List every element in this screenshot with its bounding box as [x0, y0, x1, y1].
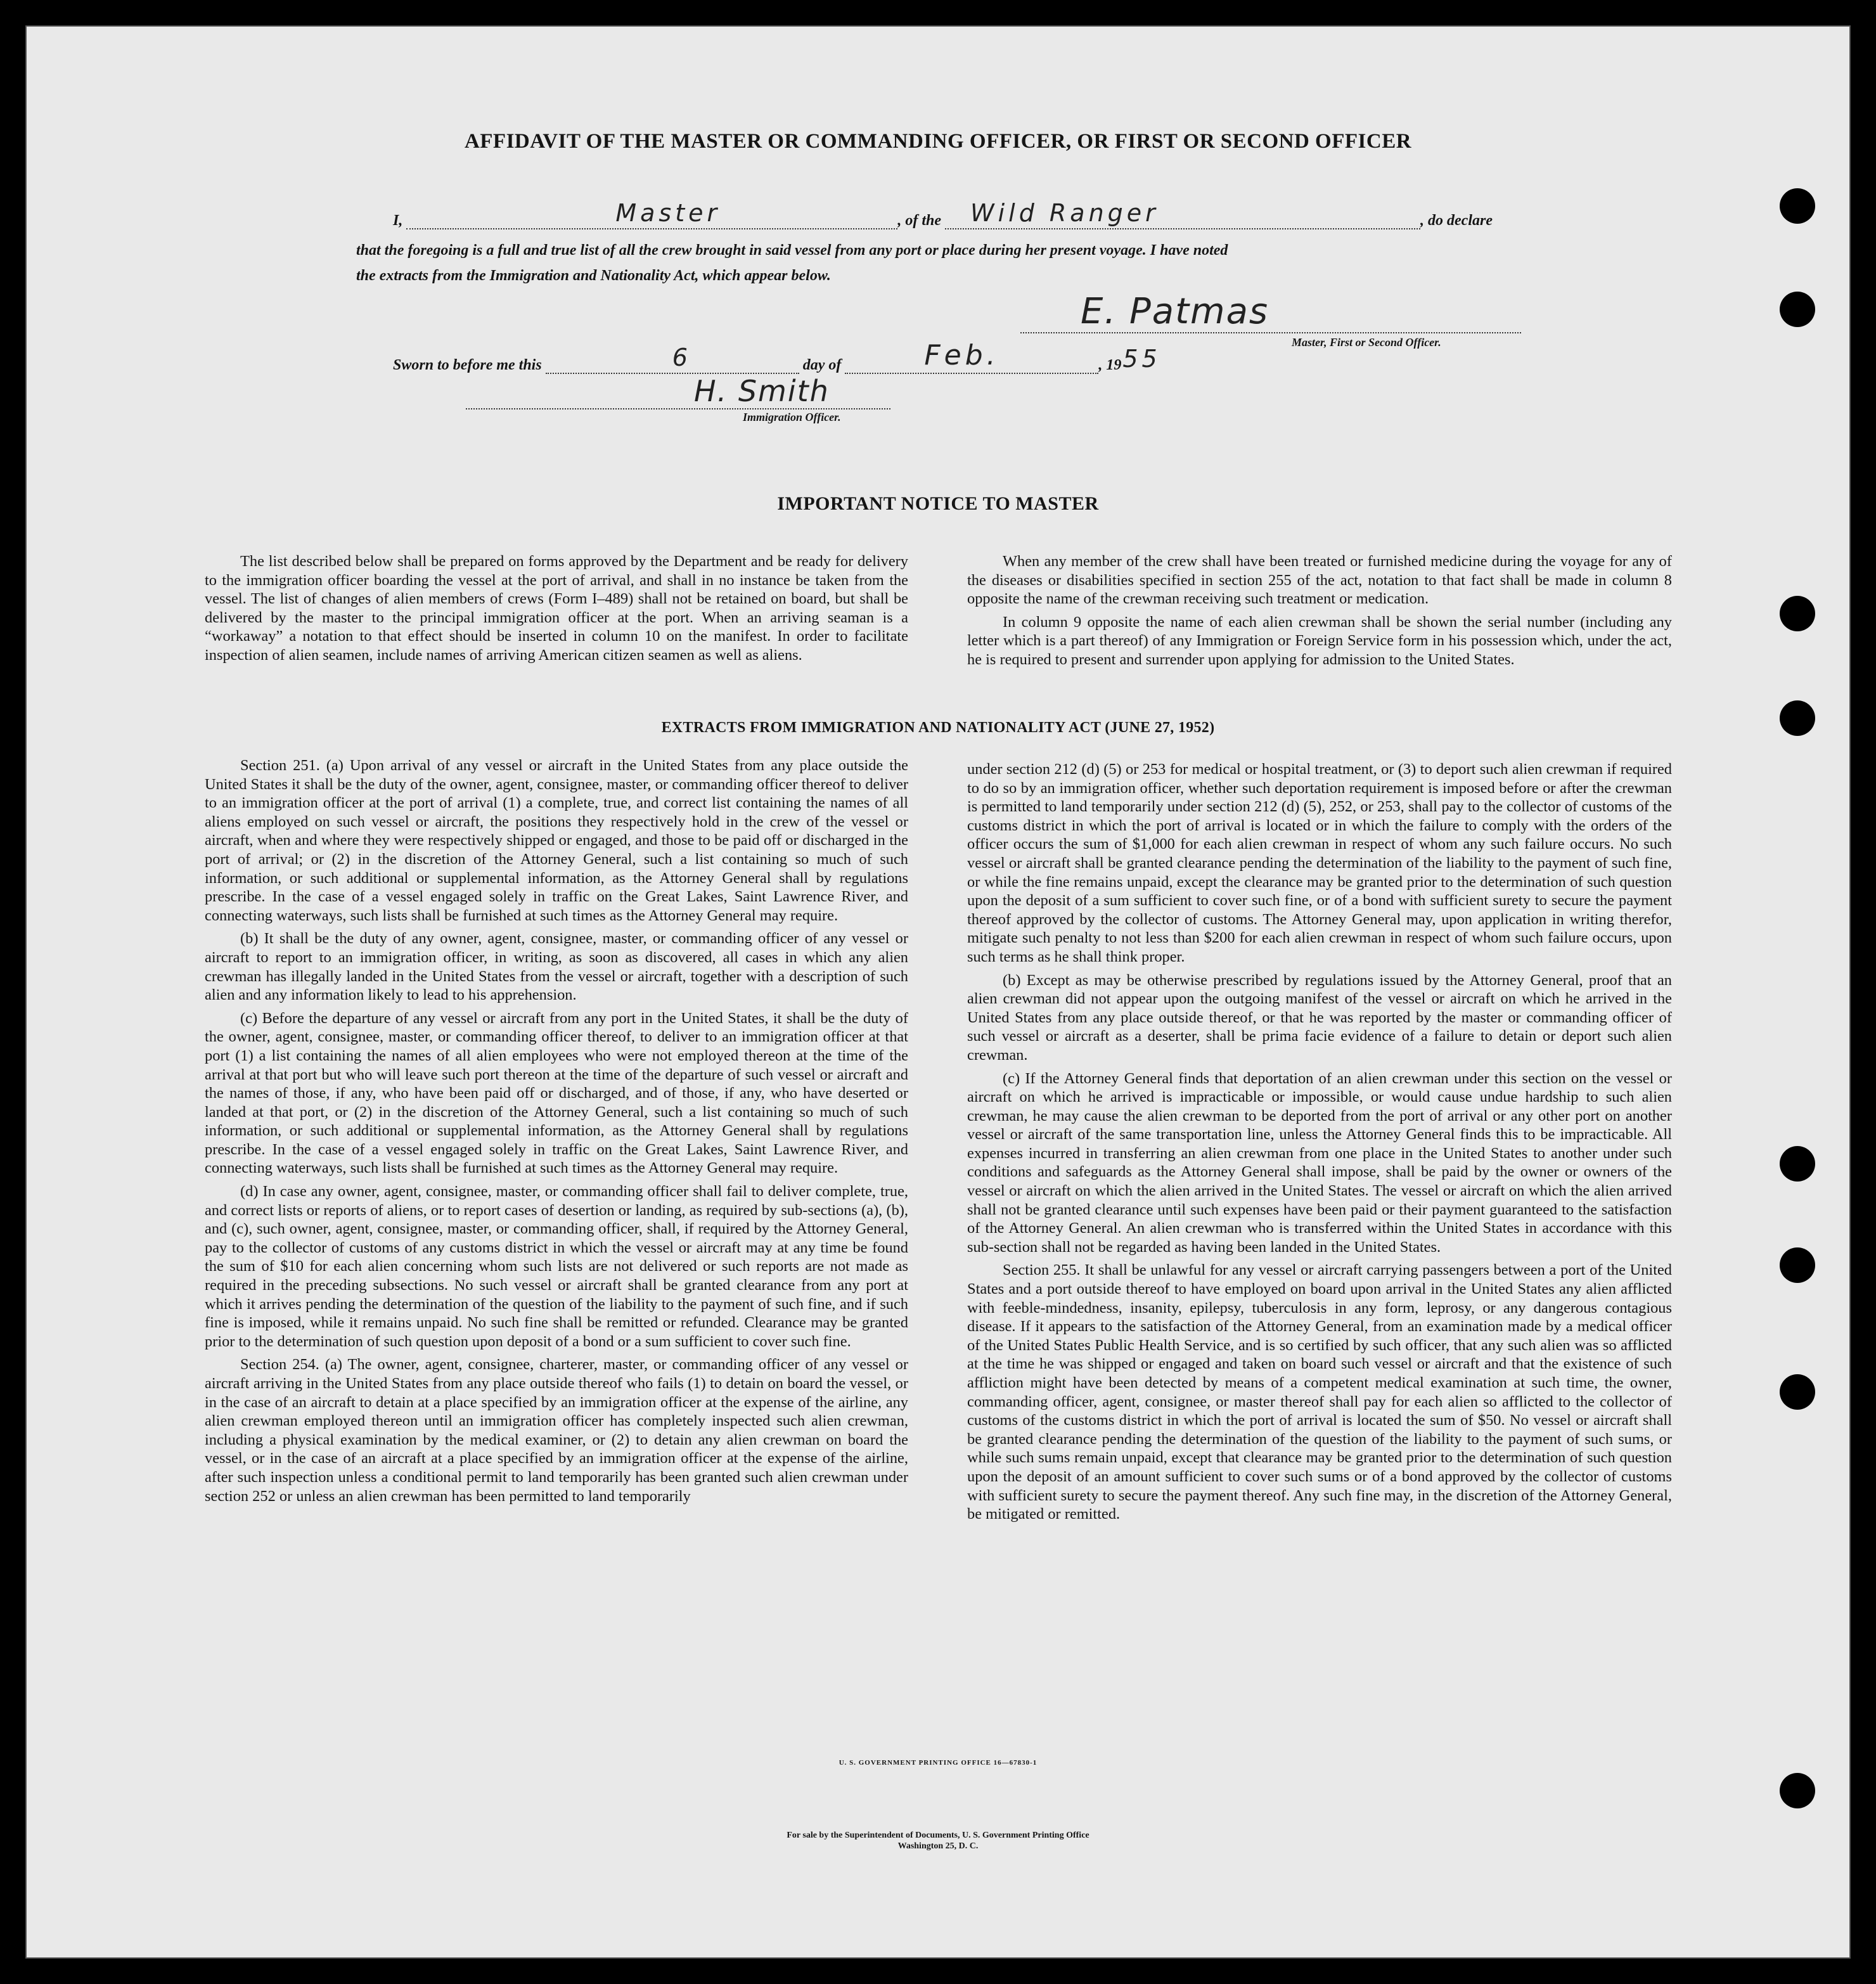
notice-paragraph: When any member of the crew shall have been treated or furnished medicine during the voyage for any of the diseases or disabilities specified in section 255 of the act, notation to that fact shall be made in column 8 opposite the name of the crewman receiving such treatment or medication. — [967, 553, 1672, 608]
sworn-line — [393, 339, 1172, 374]
do-declare-label: , do declare — [1420, 212, 1493, 229]
sale-line-1: For sale by the Superintendent of Documents, U. S. Government Printing Office — [787, 1831, 1089, 1840]
notice-paragraph: The list described below shall be prepared on forms approved by the Department and be ready for delivery to the immigration officer boarding the vessel at the port of arrival, and shall in no instance be taken from the vessel. The list of changes of alien members of crews (Form I–489) shall not be retained on board, but shall be delivered by the master to the principal immigration officer at the port. When an arriving seaman is a “workaway” a notation to that effect should be inserted in column 10 on the manifest. In order to facilitate inspection of alien seamen, include names of arriving American citizen seamen as well as aliens. — [205, 553, 908, 664]
master-signature-field — [1020, 279, 1521, 333]
vessel-field — [945, 199, 1420, 229]
punch-hole — [1780, 596, 1815, 631]
day-of-label: day of — [802, 357, 842, 373]
day-field — [546, 344, 799, 374]
year-prefix: , 19 — [1098, 357, 1122, 373]
statement-line-2: the extracts from the Immigration and Nationality Act, which appear below. — [356, 267, 831, 284]
extract-paragraph: (d) In case any owner, agent, consignee, master, or commanding officer shall fail to deliver complete, true, and correct lists or reports of aliens, or to report cases of desertion or landing, as required by sub-sections (a), (b), and (c), such owner, agent, consignee, master, or commanding officer, shall, if required by the Attorney General, pay to the collector of customs of any customs district in which the vessel or aircraft may at any time be found the sum of $10 for each alien concerning whom such lists are not delivered or such reports are not made as required in the preceding subsections. No such vessel or aircraft shall be granted clearance from any port at which it arrives pending the determination of the question of the liability to the payment of such fine, and if such fine is imposed, while it remains unpaid. No such fine shall be remitted or refunded. Clearance may be granted prior to the determination of such question upon deposit of a bond or a sum sufficient to cover such fine. — [205, 1183, 908, 1350]
extract-paragraph: Section 254. (a) The owner, agent, consignee, charterer, master, or commanding officer of any vessel or aircraft arriving in the United States from any place outside thereof who fails (1) to detain on board the vessel, or in the case of an aircraft to detain at a place specified by an immigration officer at the expense of the airline, any alien crewman employed thereon until an immigration officer has completely inspected such alien crewman, including a physical examination by the medical examiner, or (2) to detain any alien crewman on board the vessel, or in the case of an aircraft at a place specified by an immigration officer at the expense of the airline, after such inspection unless a conditional permit to land temporarily has been granted such alien crewman under section 252 or unless an alien crewman has been permitted to land temporarily — [205, 1356, 908, 1505]
punch-hole — [1780, 1773, 1815, 1808]
declaration-line — [393, 199, 1493, 229]
extracts-left-column — [205, 756, 908, 1510]
rank-field — [406, 199, 897, 229]
sworn-label: Sworn to before me this — [393, 357, 542, 373]
punch-hole — [1780, 1374, 1815, 1410]
notice-left-column — [205, 552, 908, 669]
punch-hole — [1780, 1146, 1815, 1182]
year-field — [1121, 345, 1172, 374]
statement-line-1: that the foregoing is a full and true list of all the crew brought in said vessel from any port or place during her present voyage. I have noted — [356, 242, 1228, 259]
rank-value: Master — [615, 199, 721, 227]
extract-paragraph: (c) Before the departure of any vessel or aircraft from any port in the United States, it shall be the duty of the owner, agent, consignee, master, or commanding officer thereof, to deliver to an immigration officer at that port (1) a list containing the names of all alien employees who were not employed thereon at the time of the arrival at that port but who will leave such port thereon at the time of the departure of such vessel or aircraft and the names of those, if any, who have been paid off or discharged, and of those, if any, who have deserted or landed at that port, or (2) in the discretion of the Attorney General, such a list containing so much of such information, or such additional or supplemental information, as the Attorney General shall by regulations prescribe. In the case of a vessel engaged solely in traffic on the Great Lakes, Saint Lawrence River, and connecting waterways, such lists shall be furnished at such times as the Attorney General may require. — [205, 1009, 908, 1177]
month-field — [845, 339, 1098, 374]
extracts-title: EXTRACTS FROM IMMIGRATION AND NATIONALITY ACT (JUNE 27, 1952) — [661, 719, 1215, 736]
extract-paragraph: under section 212 (d) (5) or 253 for medical or hospital treatment, or (3) to deport such alien crewman if required to do so by an immigration officer, whether such deportation requirement is imposed before or after the crewman is permitted to land temporarily under section 212 (d) (5), 252, or 253, shall pay to the collector of customs of the customs district in which the port of arrival is located or in which the failure to comply with the orders of the officer occurs the sum of $1,000 for each alien crewman in respect of whom any such failure occurs. No such vessel or aircraft shall be granted clearance pending the determination of the liability to the payment of such fine, or while the fine remains unpaid, except the clearance may be granted prior to the determination of such question upon the deposit of a sum sufficient to cover such fine, or of a bond with sufficient surety to secure the payment thereof approved by the collector of customs. The Attorney General may, upon application in writing therefor, mitigate such penalty to not less than $200 for each alien crewman in respect of whom such failure occurs, upon such terms as he shall think proper. — [967, 761, 1672, 965]
gpo-imprint: U. S. GOVERNMENT PRINTING OFFICE 16—67830-1 — [838, 1759, 1038, 1767]
extract-paragraph: (c) If the Attorney General finds that deportation of an alien crewman under this section on the vessel or aircraft on which he arrived is impracticable or impossible, or would cause undue hardship to such alien crewman, he may cause the alien crewman to be deported from the port of arrival or any other port on another vessel or aircraft of the same transportation line, unless the Attorney General finds this to be impracticable. All expenses incurred in transferring an alien crewman from one place in the United States to another under such conditions and safeguards as the Attorney General shall impose, shall be paid by the owner or owners of the vessel or aircraft on which the alien arrived in the United States. The vessel or aircraft on which the alien arrived shall not be granted clearance until such expenses have been paid or their payment guaranteed to the satisfaction of the Attorney General. An alien crewman who is transferred within the United States in accordance with this sub-section shall not be regarded as having been landed in the United States. — [967, 1069, 1672, 1256]
year-value: 55 — [1122, 345, 1161, 373]
notice-title: IMPORTANT NOTICE TO MASTER — [777, 493, 1099, 514]
officer-signature: H. Smith — [694, 374, 830, 408]
master-caption: Master, First or Second Officer. — [1292, 336, 1441, 349]
extract-paragraph: Section 255. It shall be unlawful for any vessel or aircraft carrying passengers between a port of the United States and a port outside thereof to have employed on board upon arrival in the United States any alien afflicted with feeble-mindedness, insanity, epilepsy, tuberculosis in any form, leprosy, or any dangerous contagious disease. If it appears to the satisfaction of the Attorney General, from an examination made by a medical officer of the United States Public Health Service, and is so certified by such officer, that any such alien was so afflicted at the time he was shipped or engaged and taken on board such vessel or aircraft and that the existence of such affliction might have been detected by means of a competent medical examination at such time, the owner, commanding officer, agent, consignee, or master thereof shall pay for each alien so afflicted to the collector of customs of the customs district in which the port of arrival is located the sum of $50. No vessel or aircraft shall be granted clearance pending the determination of the question of the liability to the payment of such sums, or while such sums remain unpaid, except that clearance may be granted prior to the determination of such question upon the deposit of an amount sufficient to cover such sums or of a bond approved by the collector of customs with sufficient surety to secure the payment thereof. Any such fine may, in the discretion of the Attorney General, be mitigated or remitted. — [967, 1261, 1672, 1523]
punch-hole — [1780, 292, 1815, 327]
month-value: Feb. — [924, 339, 999, 371]
of-the-label: , of the — [897, 212, 942, 229]
extract-paragraph: (b) Except as may be otherwise prescribed by regulations issued by the Attorney General, proof that an alien crewman did not appear upon the outgoing manifest of the vessel or aircraft on which he arrived in the United States from any place outside thereof, or that he was reported by the master or commanding officer of such vessel or aircraft as a deserter, shall be prima facie evidence of a failure to detain or deport such alien crewman. — [967, 971, 1672, 1064]
extract-paragraph: Section 251. (a) Upon arrival of any vessel or aircraft in the United States from any place outside the United States it shall be the duty of the owner, agent, consignee, master, or commanding officer thereof to deliver to an immigration officer at the port of arrival (1) a complete, true, and correct list containing the names of all aliens employed on such vessel or aircraft, the positions they respectively hold in the crew of the vessel or aircraft, when and where they were respectively shipped or engaged, and those to be paid off or discharged in the port of arrival; or (2) in the discretion of the Attorney General, such a list containing so much of such information, or such additional or supplemental information, as the Attorney General shall by regulations prescribe. In the case of a vessel engaged solely in traffic on the Great Lakes, Saint Lawrence River, and connecting waterways, such lists shall be furnished at such times as the Attorney General may require. — [205, 757, 908, 924]
affidavit-title: AFFIDAVIT OF THE MASTER OR COMMANDING OFFICER, OR FIRST OR SECOND OFFICER — [464, 130, 1412, 153]
extracts-right-column — [967, 760, 1672, 1528]
day-value: 6 — [672, 344, 691, 371]
notice-paragraph: In column 9 opposite the name of each alien crewman shall be shown the serial number (including any letter which is a part thereof) of any Immigration or Foreign Service form in his possession which, under the act, he is required to present and surrender upon applying for admission to the United States. — [967, 613, 1672, 668]
punch-hole — [1780, 188, 1815, 224]
sale-notice — [0, 1830, 1876, 1852]
punch-hole — [1780, 1247, 1815, 1283]
officer-caption: Immigration Officer. — [743, 411, 841, 423]
vessel-value: Wild Ranger — [970, 199, 1159, 227]
i-label: I, — [393, 212, 403, 229]
sale-line-2: Washington 25, D. C. — [897, 1841, 979, 1851]
extract-paragraph: (b) It shall be the duty of any owner, agent, consignee, master, or commanding officer of any vessel or aircraft to report to an immigration officer, in writing, as soon as discovered, all cases in which any alien crewman has illegally landed in the United States from the vessel or aircraft, together with a description of such alien and any information likely to lead to his apprehension. — [205, 930, 908, 1004]
notice-right-column — [967, 552, 1672, 674]
officer-signature-field — [466, 374, 890, 409]
master-signature: E. Patmas — [1081, 291, 1269, 332]
